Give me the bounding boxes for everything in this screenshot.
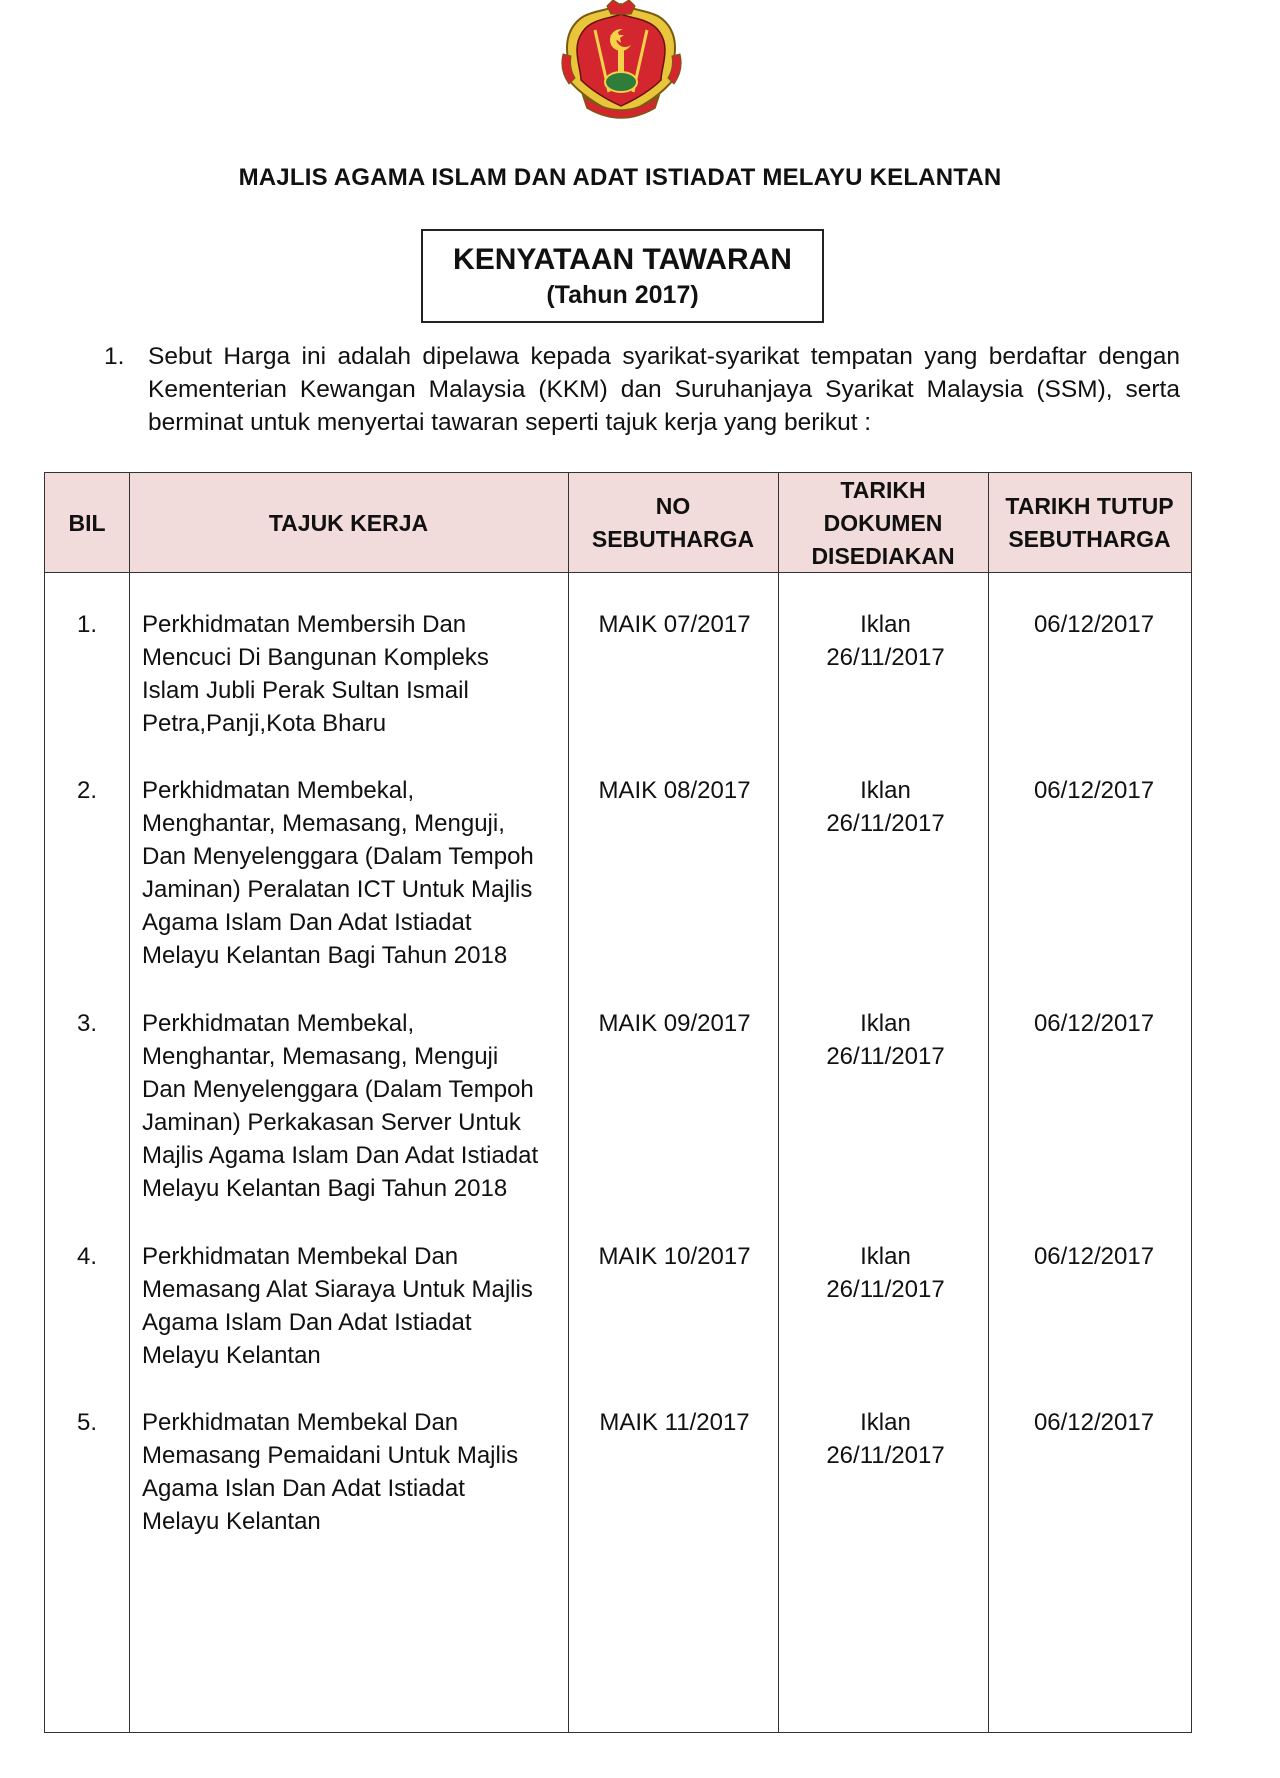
tajuk-line: Petra,Panji,Kota Bharu [142,710,387,737]
header-tarikh-line: DOKUMEN [823,509,943,536]
tarikh-line: Iklan [860,1409,911,1436]
row-bil: 1. [76,611,97,638]
document-subtitle: (Tahun 2017) [546,281,699,309]
column-divider [778,473,779,1732]
row-no-sebutharga: MAIK 11/2017 [599,1409,750,1436]
row-tarikh-tutup: 06/12/2017 [1033,777,1155,804]
tajuk-line: Jaminan) Perkakasan Server Untuk [142,1109,521,1136]
row-bil: 5. [76,1409,97,1436]
header-tarikh-line: DISEDIAKAN [811,542,955,569]
header-tutup-line: SEBUTHARGA [1008,526,1171,552]
tarikh-line: 26/11/2017 [826,1442,945,1469]
tajuk-line: Perkhidmatan Membekal Dan [142,1409,459,1436]
row-no-sebutharga: MAIK 10/2017 [598,1243,751,1270]
tajuk-line: Majlis Agama Islam Dan Adat Istiadat [142,1142,539,1169]
tajuk-line: Perkhidmatan Membekal, [142,777,415,804]
tajuk-line: Melayu Kelantan [142,1342,321,1369]
tender-table [44,472,1192,1733]
row-tarikh-dokumen [780,774,991,840]
header-tarikh-dokumen [778,473,988,573]
tajuk-line: Dan Menyelenggara (Dalam Tempoh [142,1076,534,1103]
tajuk-line: Agama Islam Dan Adat Istiadat [142,909,472,936]
header-tarikh-line: TARIKH [840,476,926,503]
row-no-sebutharga: MAIK 07/2017 [598,611,751,638]
tajuk-line: Melayu Kelantan Bagi Tahun 2018 [142,1175,508,1202]
row-tajuk [142,1007,572,1205]
row-tarikh-tutup: 06/12/2017 [1033,1409,1155,1436]
tajuk-line: Menghantar, Memasang, Menguji, [142,810,505,837]
row-tarikh-dokumen [780,1240,991,1306]
organization-title: MAJLIS AGAMA ISLAM DAN ADAT ISTIADAT MELAYU KELANTAN [238,164,1002,191]
row-tajuk [142,1406,572,1538]
tajuk-line: Menghantar, Memasang, Menguji [142,1043,499,1070]
tarikh-line: Iklan [860,611,911,638]
tajuk-line: Perkhidmatan Membekal Dan [142,1243,459,1270]
tajuk-line: Melayu Kelantan [142,1508,321,1535]
row-bil: 3. [76,1010,97,1037]
tajuk-line: Perkhidmatan Membersih Dan [142,611,467,638]
tarikh-line: 26/11/2017 [826,810,945,837]
tarikh-line: 26/11/2017 [826,1043,945,1070]
row-no-sebutharga: MAIK 09/2017 [598,1010,751,1037]
tajuk-line: Islam Jubli Perak Sultan Ismail [142,677,469,704]
title-box [421,229,824,323]
tajuk-line: Melayu Kelantan Bagi Tahun 2018 [142,942,508,969]
row-tajuk [142,774,572,972]
tarikh-line: Iklan [860,777,911,804]
tarikh-line: 26/11/2017 [826,644,945,671]
tajuk-line: Memasang Alat Siaraya Untuk Majlis [142,1276,533,1303]
row-bil: 2. [76,777,97,804]
crest-logo-icon [559,0,684,122]
row-tarikh-dokumen [780,608,991,674]
tajuk-line: Mencuci Di Bangunan Kompleks [142,644,489,671]
header-bil-label: BIL [68,509,106,536]
row-bil: 4. [76,1243,97,1270]
header-bil [45,473,129,573]
row-tarikh-dokumen [780,1406,991,1472]
column-divider [129,473,130,1732]
tarikh-line: Iklan [860,1010,911,1037]
row-tajuk [142,608,572,740]
row-tarikh-tutup: 06/12/2017 [1033,611,1155,638]
header-tajuk-label: TAJUK KERJA [268,509,429,536]
header-tarikh-tutup [988,473,1191,573]
intro-text: Sebut Harga ini adalah dipelawa kepada syarikat-syarikat tempatan yang berdaftar dengan Kementerian Kewangan Malaysia (KKM) dan Suruhanjaya Syarikat Malaysia (SSM), serta berminat untuk menyertai tawaran seperti tajuk kerja yang berikut : [148,343,1180,436]
row-no-sebutharga: MAIK 08/2017 [598,777,751,804]
document-title: KENYATAAN TAWARAN [453,243,792,276]
header-tutup-line: TARIKH TUTUP [1005,493,1174,519]
intro-paragraph [104,340,1180,439]
tajuk-line: Agama Islan Dan Adat Istiadat [142,1475,465,1502]
row-tajuk [142,1240,572,1372]
tajuk-line: Memasang Pemaidani Untuk Majlis [142,1442,519,1469]
tajuk-line: Dan Menyelenggara (Dalam Tempoh [142,843,534,870]
tajuk-line: Jaminan) Peralatan ICT Untuk Majlis [142,876,533,903]
intro-number: 1. [104,343,125,370]
header-no-line: SEBUTHARGA [591,526,755,552]
tajuk-line: Perkhidmatan Membekal, [142,1010,415,1037]
tarikh-line: Iklan [860,1243,911,1270]
header-tajuk [129,473,568,573]
tarikh-line: 26/11/2017 [826,1276,945,1303]
header-no-line: NO [655,493,691,519]
tajuk-line: Agama Islam Dan Adat Istiadat [142,1309,472,1336]
row-tarikh-tutup: 06/12/2017 [1033,1243,1155,1270]
row-tarikh-tutup: 06/12/2017 [1033,1010,1155,1037]
row-tarikh-dokumen [780,1007,991,1073]
header-no-sebutharga [568,473,778,573]
